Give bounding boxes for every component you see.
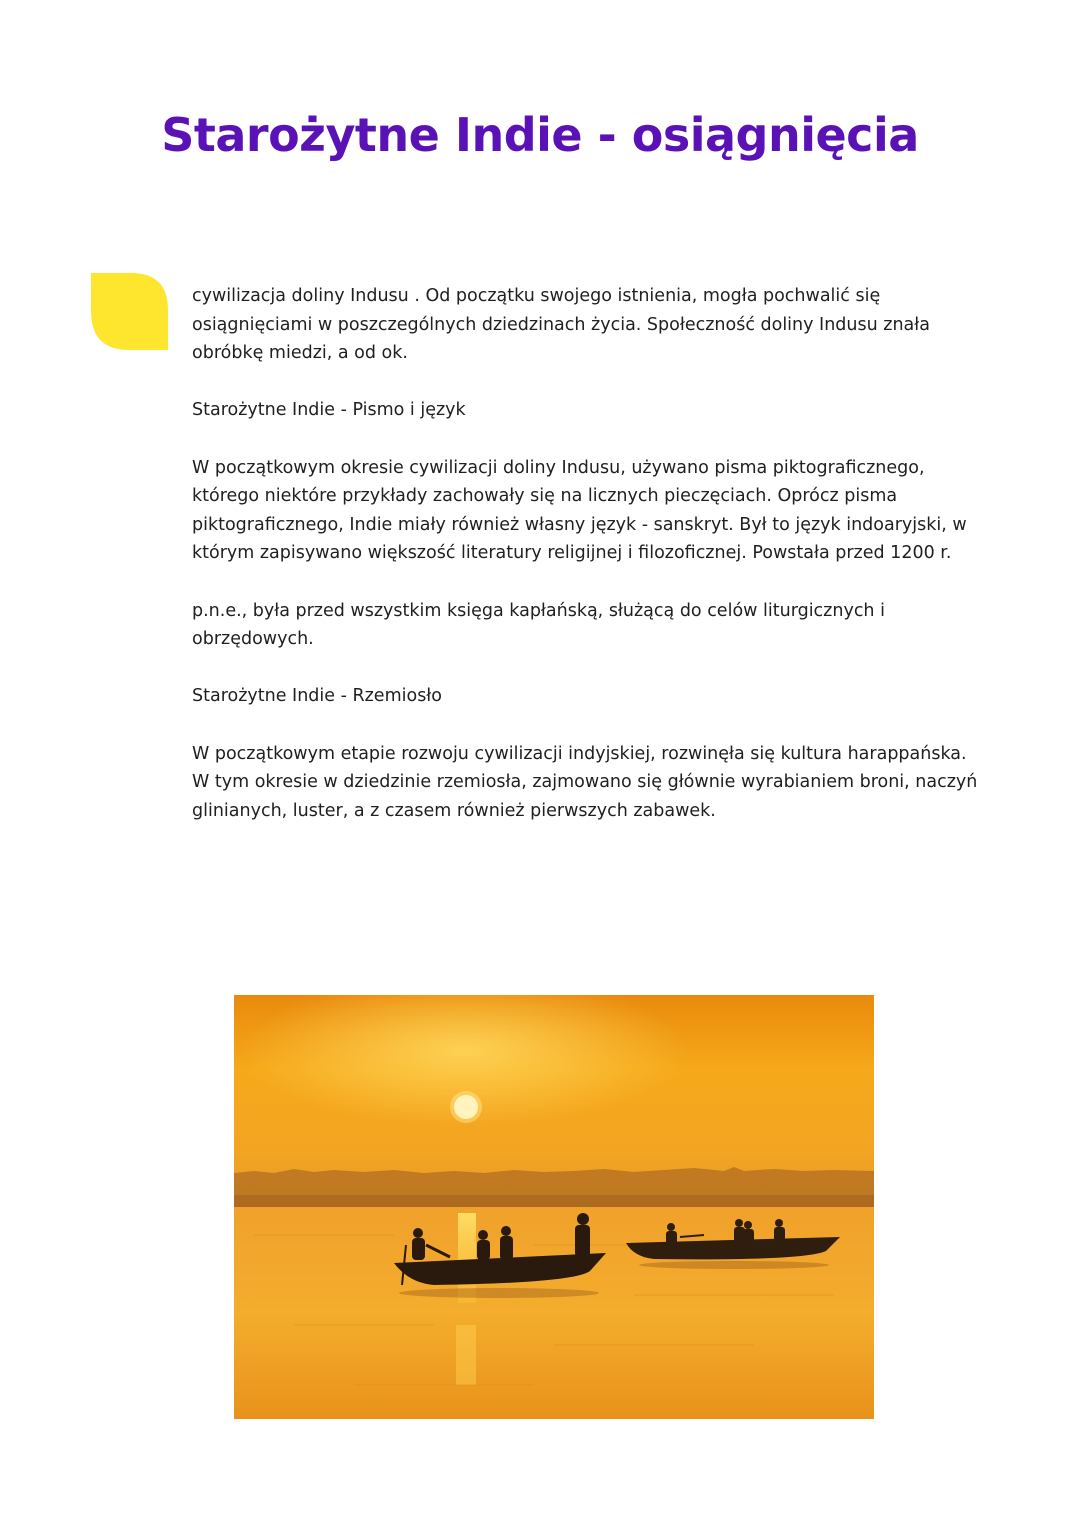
sunset-boats-photo	[234, 995, 874, 1419]
crafts-paragraph: W początkowym etapie rozwoju cywilizacji indyjskiej, rozwinęła się kultura harappańska. W tym okresie w dziedzinie rzemiosła, zajmowano się głównie wyrabianiem broni, naczyń glinianych, luster, a z czasem również pierwszych zabawek.	[192, 743, 978, 821]
vedas-paragraph: p.n.e., była przed wszystkim księga kapłańską, służącą do celów liturgicznych i obrzędowych.	[192, 600, 885, 650]
page-title: Starożytne Indie - osiągnięcia	[161, 108, 919, 162]
section-heading-writing: Starożytne Indie - Pismo i język	[192, 400, 466, 421]
leaf-icon	[91, 273, 168, 350]
intro-paragraph: cywilizacja doliny Indusu . Od początku swojego istnienia, mogła pochwalić się osiągnięciami w poszczególnych dziedzinach życia. Społeczność doliny Indusu znała obróbkę miedzi, a od ok.	[192, 286, 930, 364]
article-body	[192, 282, 982, 854]
section-heading-crafts: Starożytne Indie - Rzemiosło	[192, 686, 442, 707]
writing-paragraph: W początkowym okresie cywilizacji doliny Indusu, używano pisma piktograficznego, którego niektóre przykłady zachowały się na licznych pieczęciach. Oprócz pisma piktograficznego, Indie miały również własny język - sanskryt. Był to język indoaryjski, w którym zapisywano większość literatury religijnej i filozoficznej. Powstała przed 1200 r.	[192, 457, 967, 564]
